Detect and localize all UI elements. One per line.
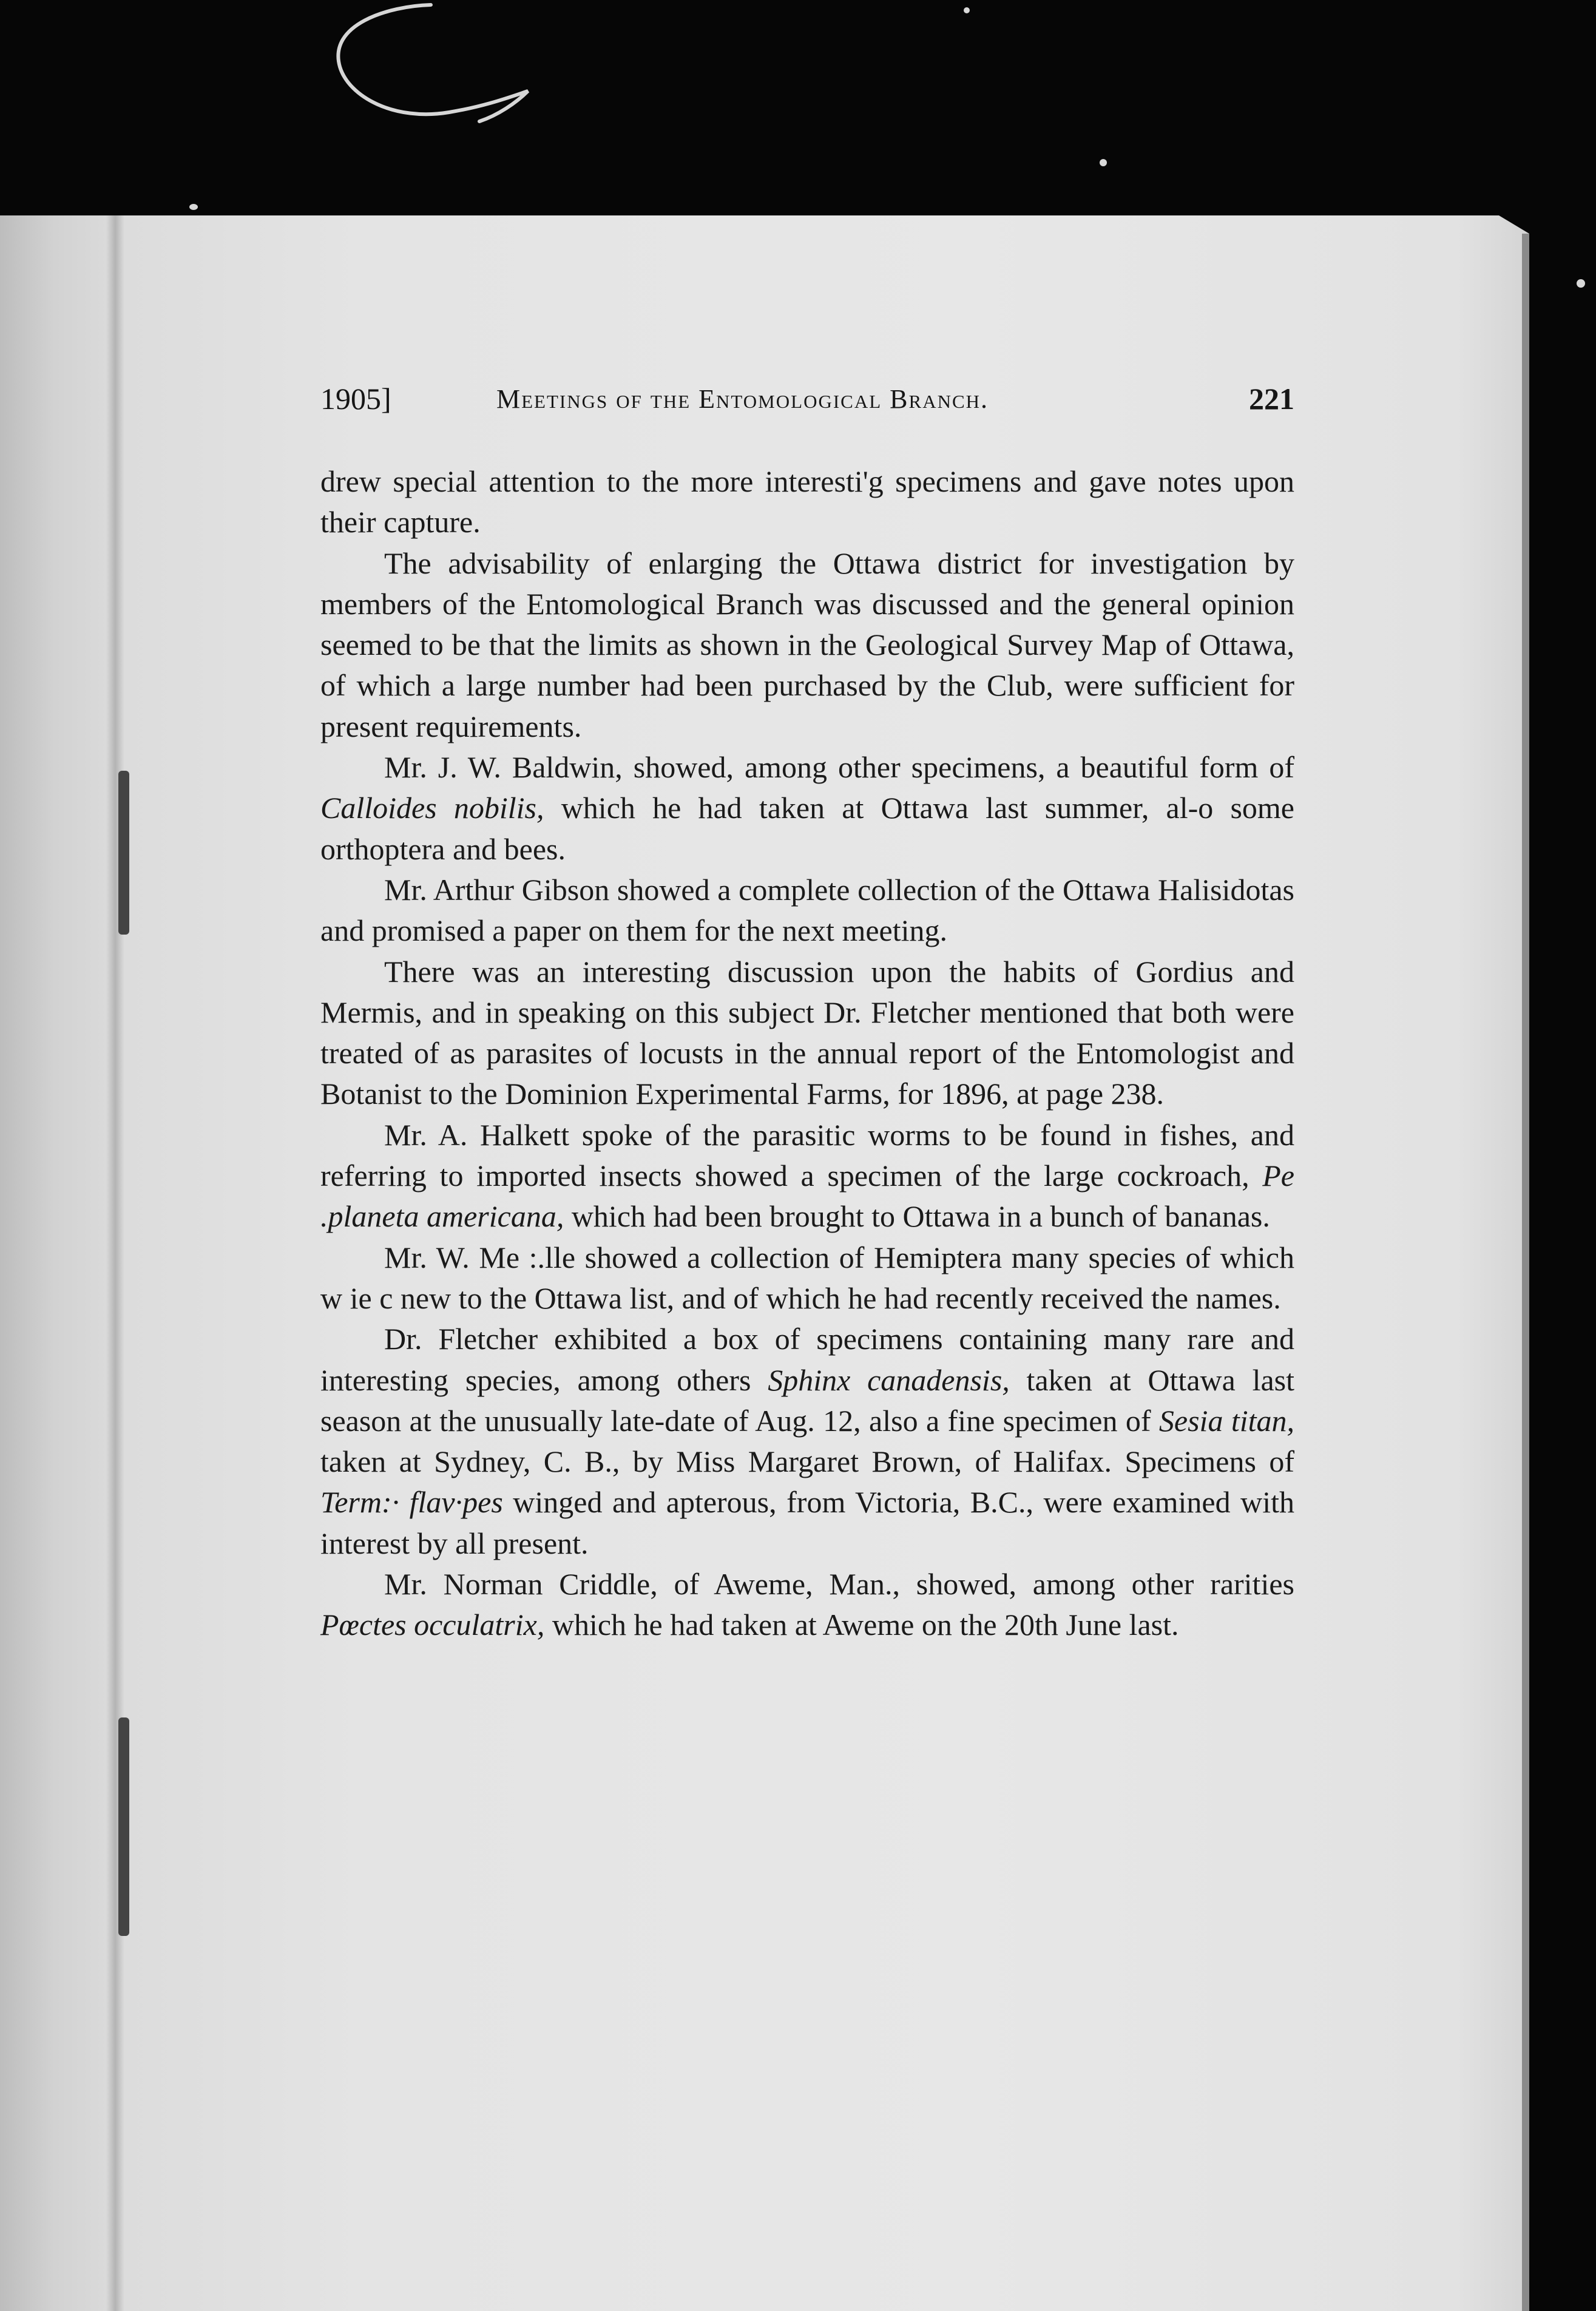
text-run: Mr. Arthur Gibson showed a complete collection of the Ottawa Halisidotas and promised a paper on them for the next meeting. [320, 872, 1294, 948]
paragraph [320, 461, 1294, 543]
margin-binding-mark [118, 1717, 129, 1936]
running-head-title: Meetings of the Entomological Branch. [496, 384, 989, 414]
text-run: winged and apterous, from Victoria, B.C., were examined with interest by all present. [320, 1485, 1294, 1560]
dust-speck [1100, 159, 1107, 166]
dust-speck [1577, 279, 1585, 288]
species-name: Term:· flav·pes [320, 1485, 503, 1520]
dust-speck [189, 204, 198, 210]
margin-binding-mark [118, 771, 129, 935]
page-number: 221 [1249, 382, 1294, 416]
text-run: Mr. A. Halkett spoke of the parasitic worms to be found in fishes, and referring to imported insects showed a specimen of the large cockroach, [320, 1117, 1294, 1193]
body-text [320, 461, 1294, 1646]
page-gutter-shadow [106, 215, 124, 2311]
paragraph [320, 1564, 1294, 1646]
species-name: Pœctes occulatrix, [320, 1608, 545, 1642]
text-run: The advisability of enlarging the Ottawa district for investigation by members of the Entomological Branch was discussed and the general opinion seemed to be that the limits as shown in the Geological Survey Map of Ottawa, of which a large number had been purchased by the Club, were sufficient for present requirements. [320, 546, 1294, 743]
paragraph [320, 1115, 1294, 1237]
paragraph [320, 1237, 1294, 1319]
text-run: which he had taken at Ottawa last summer, al-o some orthoptera and bees. [320, 791, 1294, 866]
text-run: Mr. J. W. Baldwin, showed, among other specimens, a beautiful form of [384, 750, 1294, 785]
species-name: Sphinx canadensis, [768, 1362, 1010, 1397]
running-head-year: 1905] [320, 382, 391, 416]
text-run: Dr. Fletcher exhibited a box of specimens containing many rare and interesting species, among others [320, 1322, 1294, 1397]
text-run: Mr. W. Me :.lle showed a collection of Hemiptera many species of which w ie c new to the Ottawa list, and of which he had recently received the names. [320, 1240, 1294, 1315]
text-run: Mr. Norman Criddle, of Aweme, Man., showed, among other rarities [384, 1567, 1294, 1602]
running-head [320, 381, 1294, 424]
text-run: which had been brought to Ottawa in a bunch of bananas. [564, 1199, 1270, 1234]
paragraph [320, 747, 1294, 870]
text-run: taken at Sydney, C. B., by Miss Margaret Brown, of Halifax. Specimens of [320, 1444, 1294, 1479]
species-name: Sesia titan, [1158, 1403, 1295, 1438]
dust-speck [964, 7, 970, 13]
species-name: Pe .planeta americana, [320, 1159, 1294, 1234]
text-run: which he had taken at Aweme on the 20th June last. [544, 1608, 1179, 1642]
paragraph [320, 1319, 1294, 1564]
text-run: 'g specimens and gave notes upon their capture. [320, 464, 1294, 540]
paragraph [320, 543, 1294, 747]
page-edge [1522, 234, 1529, 2311]
text-run: taken at Ottawa last season at the unusually late-date of Aug. 12, also a fine specimen of [320, 1362, 1294, 1438]
species-name: Calloides nobilis, [320, 791, 544, 825]
paragraph [320, 952, 1294, 1115]
pencil-scribble [316, 0, 570, 140]
text-run: There was an interesting discussion upon the habits of Gordius and Mermis, and in speaking on this subject Dr. Fletcher mentioned that both were treated of as parasites of locusts in the annual report of the Entomologist and Botanist to the Dominion Experimental Farms, for 1896, at page 238. [320, 954, 1294, 1111]
text-run: drew special attention to the more interesti [320, 464, 863, 498]
paragraph [320, 870, 1294, 952]
